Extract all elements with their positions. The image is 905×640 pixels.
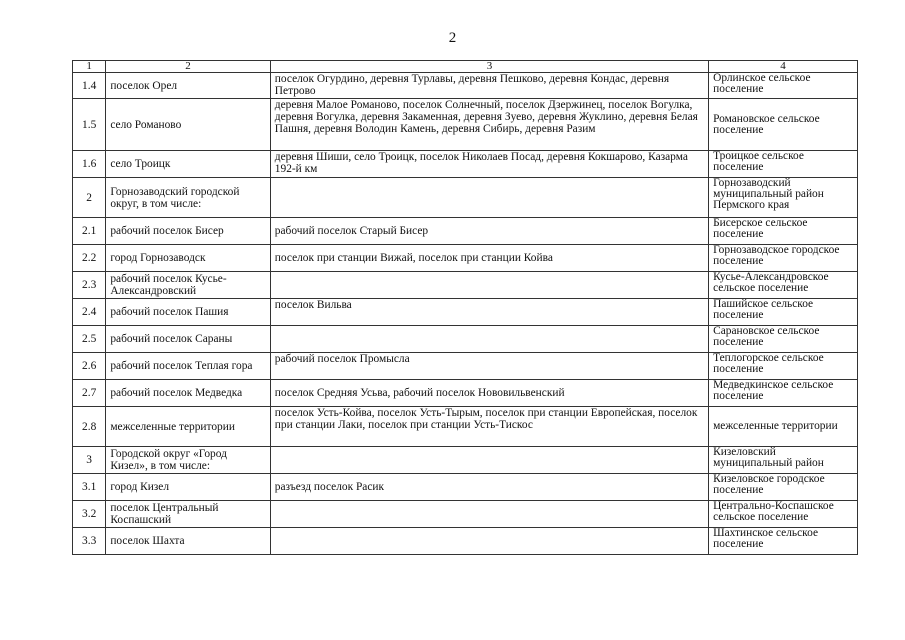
settlement-list: деревня Шиши, село Троицк, поселок Николаев Посад, деревня Кокшарово, Казарма 192-й км xyxy=(270,151,708,178)
table-row xyxy=(73,528,858,555)
table-header-row xyxy=(73,61,858,73)
settlement-list xyxy=(270,528,708,555)
settlement-center: село Троицк xyxy=(106,151,270,178)
municipality: Медведкинское сельское поселение xyxy=(709,380,858,407)
settlement-center: межселенные территории xyxy=(106,407,270,447)
settlement-list: деревня Малое Романово, поселок Солнечный, поселок Дзержинец, поселок Вогулка, деревня Вогулка, деревня Закаменная, деревня Зуево, деревня Жуклино, деревня Белая Пашня, деревня Володин Камень, деревня Сибирь, деревня Разим xyxy=(270,99,708,151)
settlement-list xyxy=(270,178,708,218)
row-number: 2 xyxy=(73,178,106,218)
row-number: 3.2 xyxy=(73,501,106,528)
table-row xyxy=(73,407,858,447)
table-row xyxy=(73,474,858,501)
settlement-center: рабочий поселок Пашия xyxy=(106,299,270,326)
row-number: 3 xyxy=(73,447,106,474)
row-number: 2.5 xyxy=(73,326,106,353)
municipality: Орлинское сельское поселение xyxy=(709,73,858,99)
municipality: Троицкое сельское поселение xyxy=(709,151,858,178)
municipality: Пашийское сельское поселение xyxy=(709,299,858,326)
table-row xyxy=(73,178,858,218)
settlement-list: поселок Средняя Усьва, рабочий поселок Нововильвенский xyxy=(270,380,708,407)
municipality: межселенные территории xyxy=(709,407,858,447)
settlement-center: рабочий поселок Сараны xyxy=(106,326,270,353)
header-col-2: 2 xyxy=(106,61,270,73)
settlement-list xyxy=(270,447,708,474)
table-row xyxy=(73,299,858,326)
row-number: 2.1 xyxy=(73,218,106,245)
settlement-center: Горнозаводский городской округ, в том числе: xyxy=(106,178,270,218)
settlement-list xyxy=(270,326,708,353)
table-row xyxy=(73,501,858,528)
municipality: Горнозаводское городское поселение xyxy=(709,245,858,272)
table-row xyxy=(73,380,858,407)
settlement-center: село Романово xyxy=(106,99,270,151)
row-number: 3.1 xyxy=(73,474,106,501)
table-row xyxy=(73,245,858,272)
table-row xyxy=(73,447,858,474)
municipality: Кизеловский муниципальный район xyxy=(709,447,858,474)
municipality: Бисерское сельское поселение xyxy=(709,218,858,245)
row-number: 1.4 xyxy=(73,73,106,99)
page-number: 2 xyxy=(448,30,457,46)
settlement-center: поселок Центральный Коспашский xyxy=(106,501,270,528)
table-row xyxy=(73,326,858,353)
table-row xyxy=(73,151,858,178)
table-row xyxy=(73,353,858,380)
settlement-list: поселок Вильва xyxy=(270,299,708,326)
row-number: 2.3 xyxy=(73,272,106,299)
settlement-list xyxy=(270,272,708,299)
settlement-center: город Кизел xyxy=(106,474,270,501)
municipality: Кусье-Александровское сельское поселение xyxy=(709,272,858,299)
row-number: 2.8 xyxy=(73,407,106,447)
settlement-center: рабочий поселок Медведка xyxy=(106,380,270,407)
header-col-1: 1 xyxy=(73,61,106,73)
settlement-center: Городской округ «Город Кизел», в том числе: xyxy=(106,447,270,474)
municipality: Романовское сельское поселение xyxy=(709,99,858,151)
settlement-list: поселок Усть-Койва, поселок Усть-Тырым, поселок при станции Европейская, поселок при станции Лаки, поселок при станции Усть-Тискос xyxy=(270,407,708,447)
municipality: Теплогорское сельское поселение xyxy=(709,353,858,380)
row-number: 2.6 xyxy=(73,353,106,380)
header-col-4: 4 xyxy=(709,61,858,73)
row-number: 2.2 xyxy=(73,245,106,272)
settlement-center: поселок Орел xyxy=(106,73,270,99)
row-number: 2.7 xyxy=(73,380,106,407)
municipality: Горнозаводский муниципальный район Пермского края xyxy=(709,178,858,218)
row-number: 2.4 xyxy=(73,299,106,326)
table-row xyxy=(73,218,858,245)
settlement-list: рабочий поселок Промысла xyxy=(270,353,708,380)
municipality: Центрально-Коспашское сельское поселение xyxy=(709,501,858,528)
settlement-center: поселок Шахта xyxy=(106,528,270,555)
settlements-table xyxy=(72,60,858,555)
municipality: Шахтинское сельское поселение xyxy=(709,528,858,555)
municipality: Сарановское сельское поселение xyxy=(709,326,858,353)
settlement-center: рабочий поселок Кусье-Александровский xyxy=(106,272,270,299)
row-number: 1.5 xyxy=(73,99,106,151)
table-row xyxy=(73,99,858,151)
settlement-center: рабочий поселок Теплая гора xyxy=(106,353,270,380)
row-number: 1.6 xyxy=(73,151,106,178)
settlement-center: город Горнозаводск xyxy=(106,245,270,272)
settlement-list: поселок Огурдино, деревня Турлавы, деревня Пешково, деревня Кондас, деревня Петрово xyxy=(270,73,708,99)
header-col-3: 3 xyxy=(270,61,708,73)
settlement-list: разъезд поселок Расик xyxy=(270,474,708,501)
table-row xyxy=(73,73,858,99)
settlement-list: рабочий поселок Старый Бисер xyxy=(270,218,708,245)
settlement-list: поселок при станции Вижай, поселок при станции Койва xyxy=(270,245,708,272)
municipality: Кизеловское городское поселение xyxy=(709,474,858,501)
row-number: 3.3 xyxy=(73,528,106,555)
settlement-center: рабочий поселок Бисер xyxy=(106,218,270,245)
table-row xyxy=(73,272,858,299)
settlement-list xyxy=(270,501,708,528)
